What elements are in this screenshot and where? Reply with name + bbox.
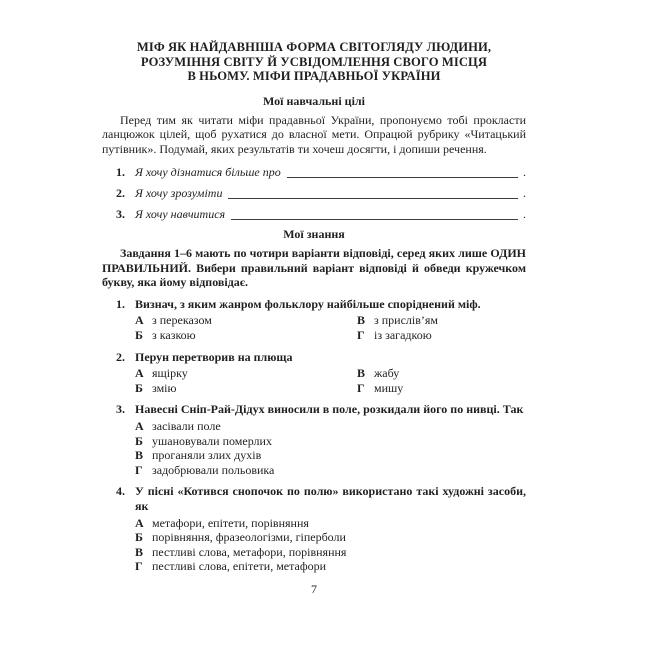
question-number: 3.: [116, 402, 125, 417]
option-b: [135, 434, 526, 449]
goals-list: [102, 165, 526, 222]
page-number: 7: [311, 581, 317, 596]
option-b: [135, 530, 526, 545]
chapter-title-line: МІФ ЯК НАЙДАВНІША ФОРМА СВІТОГЛЯДУ ЛЮДИНИ,: [136, 40, 492, 54]
option-letter: А: [135, 313, 144, 328]
question-text: Визнач, з яким жанром фольклору найбільше споріднений міф.: [135, 296, 481, 311]
option-letter: В: [357, 313, 366, 328]
goal-number: 1.: [116, 164, 125, 179]
question-stem: [102, 402, 526, 417]
goal-number: 2.: [116, 185, 125, 200]
chapter-title-line: В НЬОМУ. МІФИ ПРАДАВНЬОЇ УКРАЇНИ: [187, 69, 441, 84]
question-3: [102, 402, 526, 477]
option-letter: Г: [135, 462, 143, 477]
question-1: [102, 297, 526, 343]
option-a: [135, 516, 526, 531]
option-letter: В: [357, 366, 366, 381]
option-text: змію: [152, 380, 177, 395]
question-text: Навесні Сніп-Рай-Дідух виносили в поле, розкидали його по нивці. Так: [135, 402, 524, 417]
goal-period: .: [523, 206, 526, 221]
option-text: із загадкою: [374, 328, 432, 343]
page-content: [102, 40, 526, 596]
goal-text: Я хочу зрозуміти: [135, 185, 223, 200]
option-v: [357, 366, 526, 381]
goal-period: .: [523, 164, 526, 179]
options: [102, 366, 526, 395]
question-stem: [102, 350, 526, 365]
option-letter: А: [135, 419, 144, 433]
option-letter: Б: [135, 328, 143, 343]
option-g: [357, 381, 526, 396]
option-text: порівняння, фразеологізми, гіперболи: [152, 530, 346, 545]
goal-item: [102, 186, 526, 201]
option-v: [135, 448, 526, 463]
option-letter: А: [135, 366, 144, 381]
option-letter: Б: [135, 380, 143, 395]
options: [102, 419, 526, 477]
section-heading-goals: Мої навчальні цілі: [263, 93, 365, 108]
option-letter: Г: [357, 328, 365, 343]
option-letter: А: [135, 515, 144, 530]
fill-in-blank: [287, 174, 518, 178]
chapter-title-line: РОЗУМІННЯ СВІТУ Й УСВІДОМЛЕННЯ СВОГО МІСЦЯ: [140, 54, 488, 69]
option-text: мишу: [374, 380, 404, 395]
fill-in-blank: [228, 195, 518, 199]
option-text: метафори, епітети, порівняння: [152, 515, 309, 530]
options: [102, 313, 526, 342]
question-stem: [102, 297, 526, 312]
goals-intro-paragraph: Перед тим як читати міфи прадавньої України, пропонуємо тобі прокласти ланцюжок цілей, щоб рухатися до власної мети. Опрацюй рубрику «Читацький путівник». Подумай, яких результатів ти хочеш досягти, і допиши речення.: [102, 112, 526, 156]
option-b: [135, 328, 357, 343]
question-number: 1.: [116, 296, 125, 311]
option-text: засівали поле: [152, 419, 221, 433]
test-instruction: Завдання 1–6 мають по чотири варіанти відповіді, серед яких лише ОДИН ПРАВИЛЬНИЙ. Вибери правильний варіант відповіді й обведи кружечком букву, яка йому відповідає.: [102, 246, 526, 290]
option-text: пестливі слова, метафори, порівняння: [152, 544, 347, 559]
option-g: [135, 463, 526, 478]
option-text: проганяли злих духів: [152, 448, 262, 463]
option-text: з переказом: [152, 313, 212, 328]
option-text: з казкою: [152, 328, 196, 343]
goal-item: [102, 207, 526, 222]
question-text: Перун перетворив на плюща: [135, 349, 293, 364]
option-text: ящірку: [152, 366, 188, 381]
question-number: 4.: [116, 484, 125, 499]
question-2: [102, 350, 526, 396]
option-letter: В: [135, 448, 144, 463]
option-text: жабу: [374, 366, 400, 381]
option-b: [135, 381, 357, 396]
goal-number: 3.: [116, 206, 125, 221]
option-v: [357, 313, 526, 328]
option-letter: Б: [135, 530, 143, 545]
question-4: [102, 484, 526, 574]
goal-period: .: [523, 185, 526, 200]
option-letter: Г: [357, 380, 365, 395]
option-letter: В: [135, 544, 144, 559]
chapter-title: [102, 40, 526, 84]
question-text: У пісні «Котився снопочок по полю» використано такі художні засоби, як: [135, 484, 526, 513]
option-a: [135, 313, 357, 328]
option-letter: Б: [135, 433, 143, 448]
option-letter: Г: [135, 559, 143, 574]
option-a: [135, 366, 357, 381]
goal-item: [102, 165, 526, 180]
option-v: [135, 545, 526, 560]
goal-text: Я хочу навчитися: [135, 206, 226, 221]
question-stem: [102, 484, 526, 513]
fill-in-blank: [231, 216, 518, 220]
goal-text: Я хочу дізнатися більше про: [135, 164, 281, 179]
option-text: ушановували померлих: [152, 433, 272, 448]
option-text: задобрювали польовика: [152, 462, 275, 477]
option-g: [135, 559, 526, 574]
option-g: [357, 328, 526, 343]
section-heading-knowledge: Мої знання: [283, 227, 345, 242]
options: [102, 516, 526, 574]
option-text: пестливі слова, епітети, метафори: [152, 559, 327, 574]
option-a: [135, 419, 526, 434]
option-text: з прислів’ям: [374, 313, 439, 328]
question-number: 2.: [116, 349, 125, 364]
